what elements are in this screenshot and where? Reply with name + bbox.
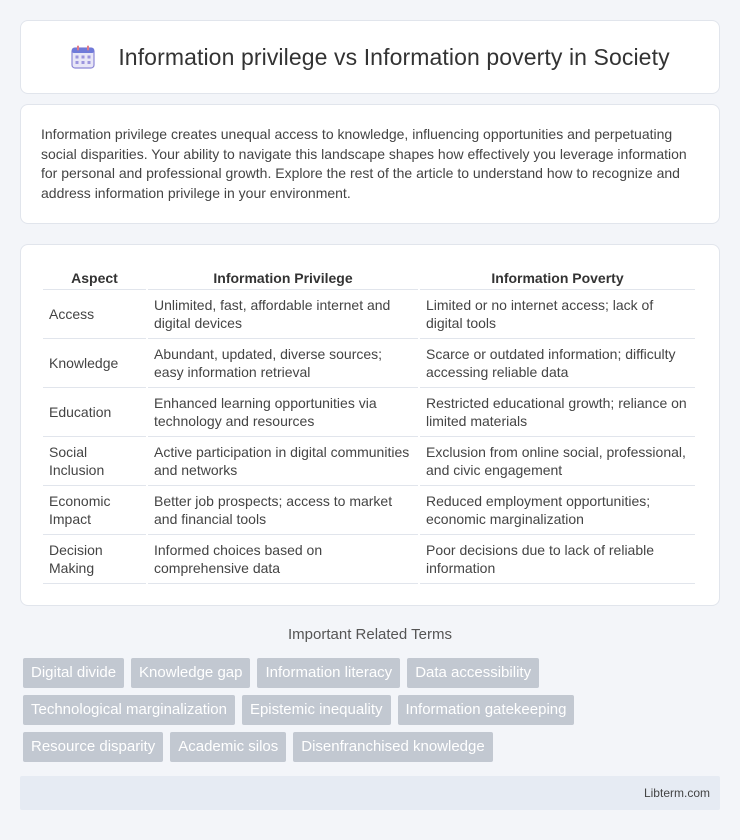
term-tag[interactable]: Academic silos: [170, 732, 286, 762]
cell-aspect: Decision Making: [43, 535, 146, 584]
table-row: [43, 339, 695, 388]
page-title: Information privilege vs Information poverty in Society: [118, 43, 670, 70]
intro-card: [20, 104, 720, 224]
term-tag[interactable]: Knowledge gap: [131, 658, 250, 688]
table-row: [43, 437, 695, 486]
table-row: [43, 486, 695, 535]
cell-poverty: Restricted educational growth; reliance on limited materials: [420, 388, 695, 437]
calendar-grid-icon: [70, 44, 96, 70]
cell-privilege: Informed choices based on comprehensive data: [148, 535, 418, 584]
cell-aspect: Social Inclusion: [43, 437, 146, 486]
table-header-row: [43, 265, 695, 290]
term-tag[interactable]: Digital divide: [23, 658, 124, 688]
cell-privilege: Unlimited, fast, affordable internet and digital devices: [148, 290, 418, 339]
tag-row: [23, 732, 723, 762]
related-terms-list: [23, 658, 723, 769]
term-tag[interactable]: Information gatekeeping: [398, 695, 575, 725]
term-tag[interactable]: Technological marginalization: [23, 695, 235, 725]
column-header-poverty: Information Poverty: [420, 265, 695, 290]
table-row: [43, 290, 695, 339]
comparison-card: [20, 244, 720, 606]
term-tag[interactable]: Resource disparity: [23, 732, 163, 762]
comparison-table: [41, 265, 697, 584]
cell-poverty: Reduced employment opportunities; economic marginalization: [420, 486, 695, 535]
cell-poverty: Limited or no internet access; lack of digital tools: [420, 290, 695, 339]
cell-privilege: Active participation in digital communities and networks: [148, 437, 418, 486]
term-tag[interactable]: Epistemic inequality: [242, 695, 391, 725]
cell-aspect: Economic Impact: [43, 486, 146, 535]
column-header-privilege: Information Privilege: [148, 265, 418, 290]
cell-poverty: Exclusion from online social, professional, and civic engagement: [420, 437, 695, 486]
table-row: [43, 535, 695, 584]
cell-aspect: Knowledge: [43, 339, 146, 388]
cell-privilege: Abundant, updated, diverse sources; easy information retrieval: [148, 339, 418, 388]
intro-text: Information privilege creates unequal access to knowledge, influencing opportunities and perpetuating social disparities. Your ability to navigate this landscape shapes how effectively you leverage information for personal and professional growth. Explore the rest of the article to understand how to recognize and address information privilege in your environment.: [41, 126, 687, 201]
cell-privilege: Enhanced learning opportunities via technology and resources: [148, 388, 418, 437]
cell-poverty: Scarce or outdated information; difficulty accessing reliable data: [420, 339, 695, 388]
table-row: [43, 388, 695, 437]
term-tag[interactable]: Disenfranchised knowledge: [293, 732, 492, 762]
footer-site-link[interactable]: Libterm.com: [643, 786, 710, 800]
column-header-aspect: Aspect: [43, 265, 146, 290]
cell-aspect: Access: [43, 290, 146, 339]
cell-poverty: Poor decisions due to lack of reliable information: [420, 535, 695, 584]
term-tag[interactable]: Information literacy: [257, 658, 400, 688]
related-terms-title: Important Related Terms: [288, 626, 452, 643]
cell-privilege: Better job prospects; access to market and financial tools: [148, 486, 418, 535]
tag-row: [23, 695, 723, 725]
cell-aspect: Education: [43, 388, 146, 437]
header-card: [20, 20, 720, 94]
term-tag[interactable]: Data accessibility: [407, 658, 539, 688]
footer: [20, 776, 720, 810]
tag-row: [23, 658, 723, 688]
